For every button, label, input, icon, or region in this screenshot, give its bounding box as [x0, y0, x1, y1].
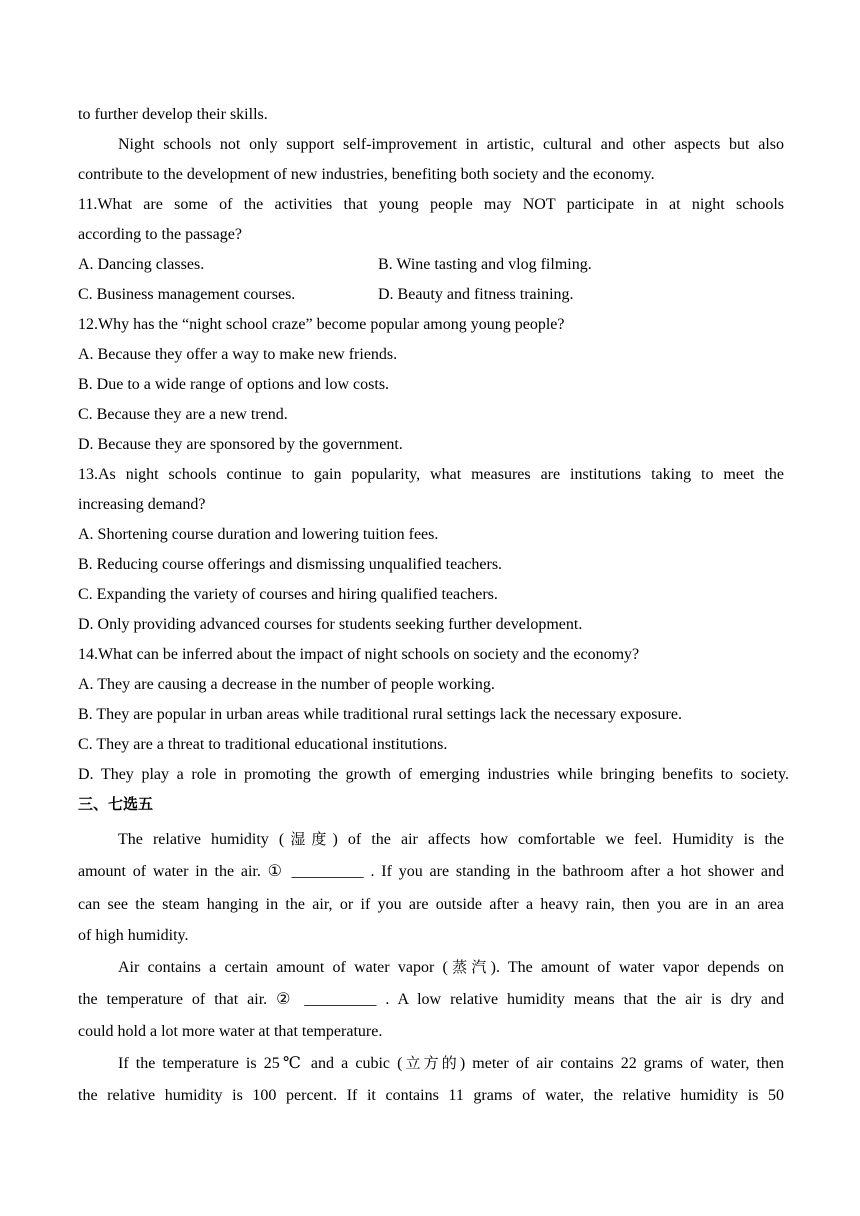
- question-13-option-b: B. Reducing course offerings and dismissing unqualified teachers.: [78, 556, 503, 573]
- question-12-option-a: A. Because they offer a way to make new friends.: [78, 346, 398, 363]
- question-14-stem: 14.What can be inferred about the impact of night schools on society and the economy?: [78, 646, 640, 663]
- question-12-stem: 12.Why has the “night school craze” become popular among young people?: [78, 316, 565, 333]
- cloze-paragraph-line: can see the steam hanging in the air, or if you are outside after a heavy rain, then you are in an area: [78, 896, 784, 913]
- cloze-paragraph-line: amount of water in the air. ① _________ . If you are standing in the bathroom after a hot shower and: [78, 863, 784, 880]
- question-11-option-c: C. Business management courses.: [78, 286, 296, 303]
- cloze-paragraph-line: The relative humidity (湿度) of the air affects how comfortable we feel. Humidity is the: [118, 830, 784, 848]
- section-heading: 三、七选五: [78, 795, 154, 813]
- cloze-paragraph-line: of high humidity.: [78, 927, 189, 944]
- cloze-paragraph-line: the temperature of that air. ② _________ . A low relative humidity means that the air is dry and: [78, 991, 784, 1008]
- passage-text-line: to further develop their skills.: [78, 106, 268, 123]
- question-13-option-a: A. Shortening course duration and lowering tuition fees.: [78, 526, 439, 543]
- cloze-paragraph-line: Air contains a certain amount of water vapor (蒸汽). The amount of water vapor depends on: [118, 958, 784, 976]
- question-12-option-d: D. Because they are sponsored by the government.: [78, 436, 403, 453]
- question-12-option-b: B. Due to a wide range of options and low costs.: [78, 376, 390, 393]
- question-11-stem: 11.What are some of the activities that young people may NOT participate in at night schools: [78, 196, 784, 213]
- passage-paragraph-line: contribute to the development of new industries, benefiting both society and the economy.: [78, 166, 655, 183]
- cloze-paragraph-line: the relative humidity is 100 percent. If it contains 11 grams of water, the relative humidity is 50: [78, 1087, 784, 1104]
- cloze-paragraph-line: could hold a lot more water at that temperature.: [78, 1023, 383, 1040]
- question-14-option-c: C. They are a threat to traditional educational institutions.: [78, 736, 448, 753]
- question-13-option-d: D. Only providing advanced courses for students seeking further development.: [78, 616, 583, 633]
- question-12-option-c: C. Because they are a new trend.: [78, 406, 288, 423]
- question-13-stem: 13.As night schools continue to gain popularity, what measures are institutions taking to meet the: [78, 466, 784, 483]
- question-14-option-d: D. They play a role in promoting the growth of emerging industries while bringing benefits to society.: [78, 766, 789, 783]
- question-11-option-d: D. Beauty and fitness training.: [378, 286, 574, 303]
- question-11-stem-cont: according to the passage?: [78, 226, 242, 243]
- passage-paragraph-line: Night schools not only support self-improvement in artistic, cultural and other aspects but also: [118, 136, 784, 153]
- question-14-option-a: A. They are causing a decrease in the number of people working.: [78, 676, 495, 693]
- question-11-option-a: A. Dancing classes.: [78, 256, 205, 273]
- question-13-stem-cont: increasing demand?: [78, 496, 206, 513]
- cloze-paragraph-line: If the temperature is 25℃ and a cubic (立方的) meter of air contains 22 grams of water, then: [118, 1054, 784, 1072]
- question-14-option-b: B. They are popular in urban areas while traditional rural settings lack the necessary exposure.: [78, 706, 682, 723]
- question-11-option-b: B. Wine tasting and vlog filming.: [378, 256, 592, 273]
- question-13-option-c: C. Expanding the variety of courses and hiring qualified teachers.: [78, 586, 498, 603]
